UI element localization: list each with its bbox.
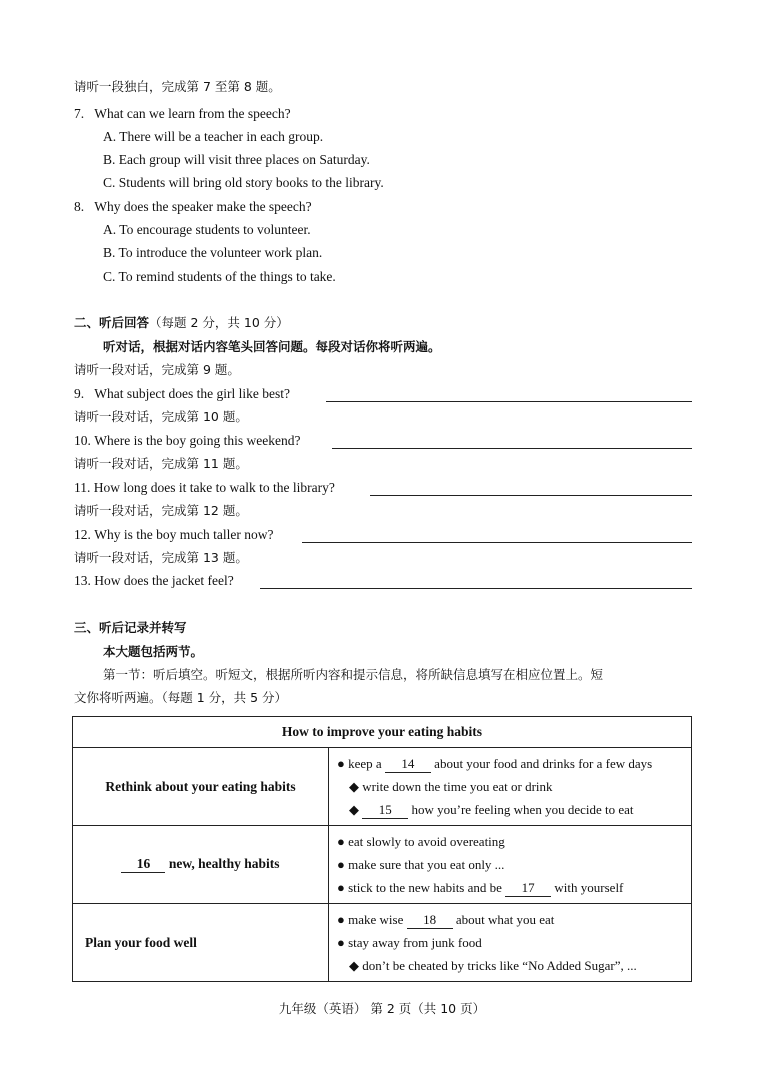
sub-item: [337, 775, 691, 798]
text: eat slowly to avoid overeating: [348, 834, 505, 849]
bullet-item: [337, 853, 691, 876]
option-text: There will be a teacher in each group.: [119, 129, 324, 144]
option-text: Each group will visit three places on Saturday.: [118, 152, 370, 167]
text: don’t be cheated by tricks like “No Added Sugar”, ...: [362, 958, 637, 973]
option-letter: C.: [103, 175, 116, 190]
table-title: How to improve your eating habits: [73, 717, 692, 748]
part3-sub: 本大题包括两节。: [103, 644, 204, 659]
bullet-icon: ●: [337, 756, 345, 771]
text: about what you eat: [455, 912, 555, 927]
option-letter: A.: [103, 222, 117, 237]
option-7b[interactable]: [103, 151, 370, 169]
monologue-intro: 请听一段独白，完成第 7 至第 8 题。: [74, 79, 281, 94]
answer-line-10[interactable]: [332, 448, 692, 449]
option-letter: C.: [103, 269, 116, 284]
answer-line-12[interactable]: [302, 542, 692, 543]
question-number: 13.: [74, 573, 91, 588]
answer-line-9[interactable]: [326, 401, 692, 402]
answer-line-11[interactable]: [370, 495, 692, 496]
text: stick to the new habits and be: [348, 880, 502, 895]
sub-item: [337, 798, 691, 821]
q12-intro: 请听一段对话，完成第 12 题。: [74, 503, 248, 518]
text: with yourself: [554, 880, 624, 895]
row3-heading: Plan your food well: [73, 904, 329, 982]
diamond-icon: ◆: [349, 958, 359, 973]
question-11: [74, 479, 335, 497]
diamond-icon: ◆: [349, 802, 359, 817]
q13-intro: 请听一段对话，完成第 13 题。: [74, 550, 248, 565]
option-text: Students will bring old story books to the library.: [118, 175, 384, 190]
q9-intro: 请听一段对话，完成第 9 题。: [74, 362, 240, 377]
question-8: [74, 198, 312, 216]
bullet-icon: ●: [337, 935, 345, 950]
question-text: How long does it take to walk to the library?: [93, 480, 335, 495]
blank-14[interactable]: 14: [385, 756, 431, 773]
question-number: 10.: [74, 433, 91, 448]
question-text: How does the jacket feel?: [94, 573, 234, 588]
option-7a[interactable]: [103, 128, 323, 146]
question-9: [74, 385, 290, 403]
diamond-icon: ◆: [349, 779, 359, 794]
blank-18[interactable]: 18: [407, 912, 453, 929]
question-text: Why does the speaker make the speech?: [94, 199, 312, 214]
row2-heading: [73, 826, 329, 904]
question-number: 12.: [74, 527, 91, 542]
bullet-item: [337, 752, 691, 775]
bullet-item: [337, 908, 691, 931]
row1-content: [329, 748, 692, 826]
bullet-icon: ●: [337, 912, 345, 927]
part3-heading: 三、听后记录并转写: [74, 620, 187, 635]
question-number: 8.: [74, 199, 85, 214]
option-text: To encourage students to volunteer.: [119, 222, 311, 237]
text: make sure that you eat only ...: [348, 857, 505, 872]
question-13: [74, 572, 234, 590]
question-number: 11.: [74, 480, 91, 495]
text: keep a: [348, 756, 382, 771]
option-8b[interactable]: [103, 244, 322, 262]
bullet-item: [337, 876, 691, 899]
blank-17[interactable]: 17: [505, 880, 551, 897]
option-7c[interactable]: [103, 174, 384, 192]
answer-line-13[interactable]: [260, 588, 692, 589]
question-text: Where is the boy going this weekend?: [94, 433, 301, 448]
question-number: 7.: [74, 106, 85, 121]
section1-instruction-1: 第一节：听后填空。听短文，根据所听内容和提示信息，将所缺信息填写在相应位置上。短: [103, 667, 604, 682]
question-12: [74, 526, 273, 544]
blank-16[interactable]: 16: [121, 856, 165, 873]
text: new, healthy habits: [168, 856, 280, 871]
row1-heading: Rethink about your eating habits: [73, 748, 329, 826]
option-8c[interactable]: [103, 268, 336, 286]
part2-note: （每题 2 分，共 10 分）: [149, 315, 289, 330]
part2-instruction: 听对话，根据对话内容笔头回答问题。每段对话你将听两遍。: [103, 339, 441, 354]
text: how you’re feeling when you decide to eat: [411, 802, 634, 817]
text: stay away from junk food: [348, 935, 482, 950]
question-text: Why is the boy much taller now?: [94, 527, 274, 542]
question-7: [74, 105, 291, 123]
eating-habits-table: [72, 716, 692, 982]
row3-content: [329, 904, 692, 982]
part2-title: 二、听后回答: [74, 315, 150, 330]
row2-content: [329, 826, 692, 904]
text: make wise: [348, 912, 404, 927]
q10-intro: 请听一段对话，完成第 10 题。: [74, 409, 248, 424]
option-letter: B.: [103, 152, 116, 167]
page-footer: 九年级（英语） 第 2 页（共 10 页）: [278, 1001, 486, 1016]
section1-instruction-2: 文你将听两遍。（每题 1 分，共 5 分）: [74, 690, 288, 705]
text: about your food and drinks for a few days: [434, 756, 653, 771]
question-number: 9.: [74, 386, 85, 401]
bullet-icon: ●: [337, 880, 345, 895]
option-text: To remind students of the things to take.: [118, 269, 336, 284]
option-text: To introduce the volunteer work plan.: [118, 245, 323, 260]
text: write down the time you eat or drink: [362, 779, 553, 794]
question-text: What subject does the girl like best?: [94, 386, 290, 401]
sub-item: [337, 954, 691, 977]
option-letter: B.: [103, 245, 116, 260]
q11-intro: 请听一段对话，完成第 11 题。: [74, 456, 248, 471]
option-8a[interactable]: [103, 221, 311, 239]
part2-heading: [74, 314, 289, 332]
question-10: [74, 432, 300, 450]
bullet-item: [337, 931, 691, 954]
bullet-icon: ●: [337, 857, 345, 872]
question-text: What can we learn from the speech?: [94, 106, 291, 121]
bullet-icon: ●: [337, 834, 345, 849]
bullet-item: [337, 830, 691, 853]
option-letter: A.: [103, 129, 117, 144]
blank-15[interactable]: 15: [362, 802, 408, 819]
